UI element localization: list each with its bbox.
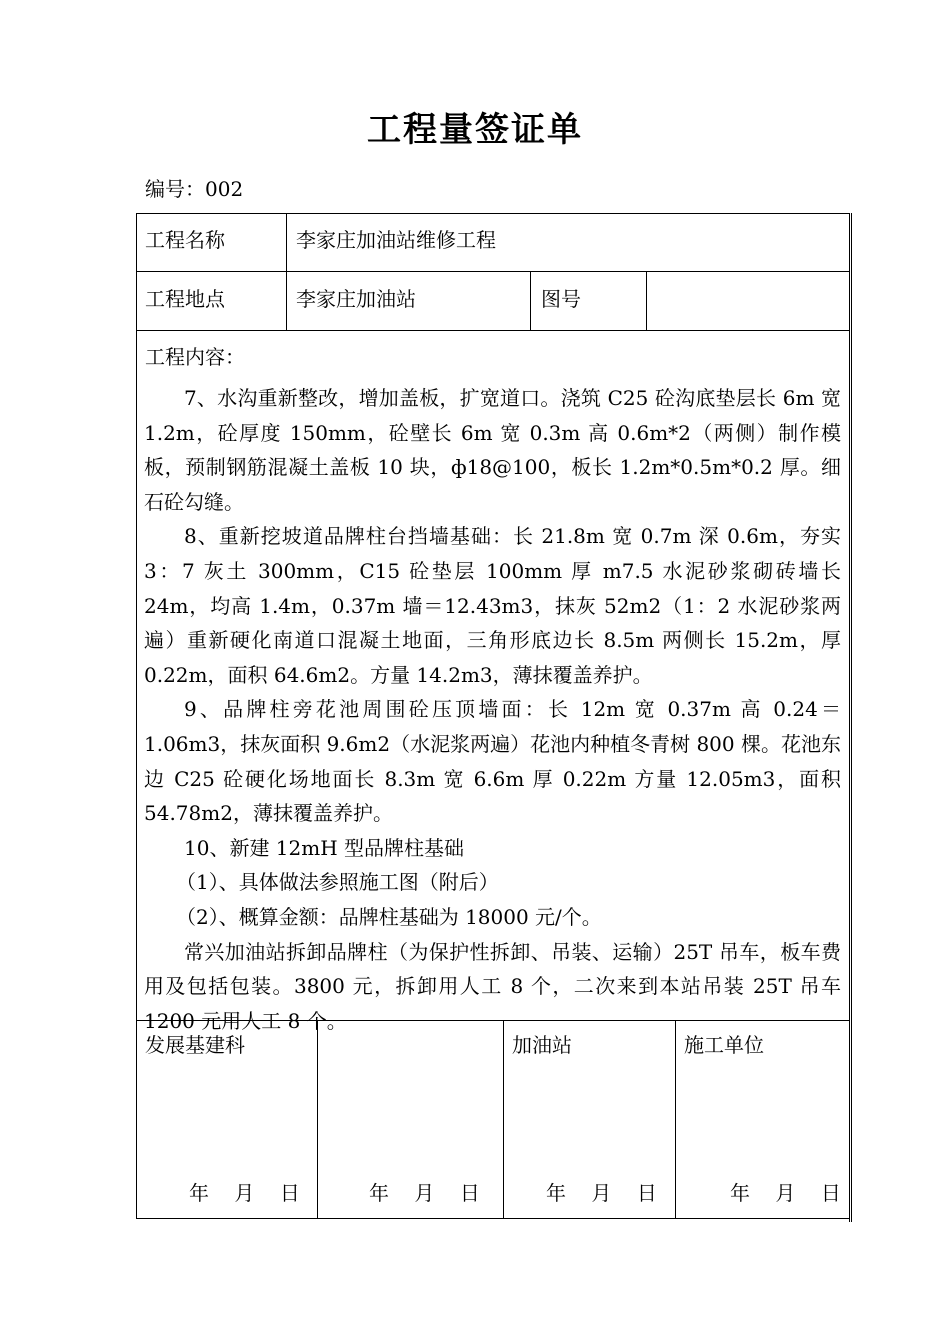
- column-divider: [675, 1020, 676, 1219]
- project-location-label: 工程地点: [145, 287, 225, 311]
- content-paragraph: 常兴加油站拆卸品牌柱（为保护性拆卸、吊装、运输）25T 吊车，板车费用及包括包装。3800 元，拆卸用人工 8 个，二次来到本站吊装 25T 吊车 1200 元用人工 8 个。: [144, 939, 841, 1033]
- signature-date: 年 月 日: [189, 1181, 300, 1205]
- column-divider: [503, 1020, 504, 1219]
- content-paragraph: 8、重新挖坡道品牌柱台挡墙基础：长 21.8m 宽 0.7m 深 0.6m，夯实 3：7 灰土 300mm，C15 砼垫层 100mm 厚 m7.5 水泥砂浆砌砖墙长 24m，均高 1.4m，0.37m 墙＝12.43m3，抹灰 52m2（1：2 水泥砂浆两遍）重新硬化南道口混凝土地面，三角形底边长 8.5m 两侧长 15.2m，厚 0.22m，面积 64.6m2。方量 14.2m3，薄抹覆盖养护。: [144, 524, 841, 687]
- project-location-value: 李家庄加油站: [296, 287, 416, 311]
- column-divider: [646, 271, 647, 330]
- column-divider: [317, 1020, 318, 1219]
- column-divider: [530, 271, 531, 330]
- document-number: 编号：002: [145, 177, 244, 201]
- drawing-number-label: 图号: [541, 287, 581, 311]
- table-border-right: [849, 213, 850, 1222]
- content-paragraph: （2）、概算金额：品牌柱基础为 18000 元/个。: [176, 904, 602, 929]
- row-divider: [136, 271, 850, 272]
- column-divider: [286, 213, 287, 330]
- content-paragraph: 9、品牌柱旁花池周围砼压顶墙面：长 12m 宽 0.37m 高 0.24＝1.06m3，抹灰面积 9.6m2（水泥浆两遍）花池内种植冬青树 800 棵。花池东边 C25 砼硬化场地面长 8.3m 宽 6.6m 厚 0.22m 方量 12.05m3，面积 54.78m2，薄抹覆盖养护。: [144, 697, 841, 826]
- signature-label-contractor: 施工单位: [684, 1033, 764, 1057]
- signature-label-development: 发展基建科: [145, 1033, 245, 1057]
- row-divider: [136, 330, 850, 331]
- project-name-value: 李家庄加油站维修工程: [296, 228, 496, 252]
- content-body: [144, 381, 841, 1038]
- signature-date: 年 月 日: [730, 1181, 841, 1205]
- table-border-right-double: [851, 213, 852, 1222]
- content-paragraph: 7、水沟重新整改，增加盖板，扩宽道口。浇筑 C25 砼沟底垫层长 6m 宽 1.2m，砼厚度 150mm，砼壁长 6m 宽 0.3m 高 0.6m*2（两侧）制作模板，预制钢筋混凝土盖板 10 块，ф18@100，板长 1.2m*0.5m*0.2 厚。细石砼勾缝。: [144, 386, 841, 514]
- signature-date: 年 月 日: [546, 1181, 657, 1205]
- content-label: 工程内容：: [145, 345, 245, 369]
- page-title: 工程量签证单: [367, 110, 583, 150]
- content-paragraph: 10、新建 12mH 型品牌柱基础: [184, 835, 465, 860]
- content-paragraph: （1）、具体做法参照施工图（附后）: [176, 870, 499, 895]
- signature-label-station: 加油站: [512, 1033, 572, 1057]
- project-name-label: 工程名称: [145, 228, 225, 252]
- signature-date: 年 月 日: [369, 1181, 480, 1205]
